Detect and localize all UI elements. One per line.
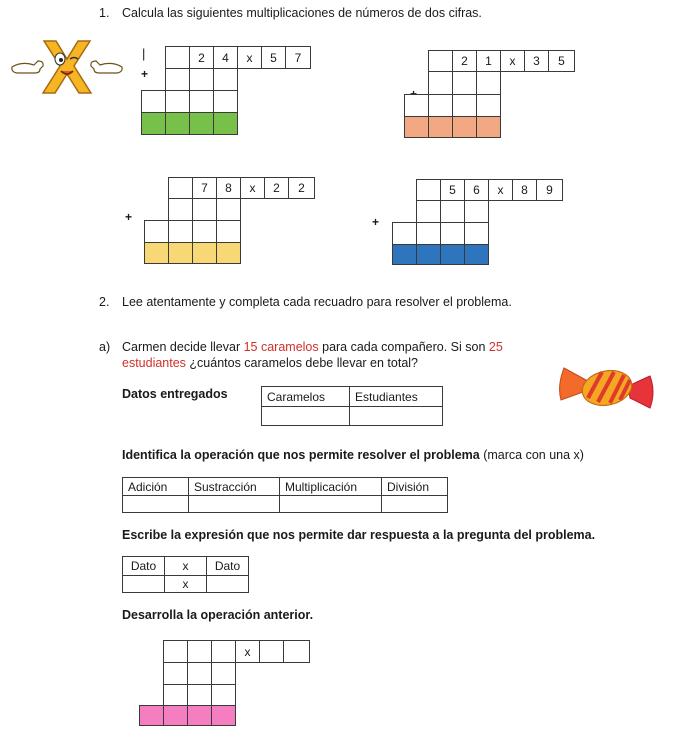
result-cell[interactable] bbox=[216, 242, 241, 264]
datos-input-estudiantes[interactable] bbox=[350, 407, 443, 426]
expresion-header-dato-2: Dato bbox=[207, 557, 249, 576]
answer-cell[interactable] bbox=[283, 640, 310, 663]
answer-cell[interactable] bbox=[452, 71, 477, 95]
digit-cell: 8 bbox=[512, 179, 537, 201]
option-adicion: Adición bbox=[123, 478, 189, 496]
digit-cell: 5 bbox=[261, 46, 286, 69]
option-multiplicacion: Multiplicación bbox=[280, 478, 382, 496]
answer-cell[interactable] bbox=[464, 222, 489, 245]
datos-header-estudiantes: Estudiantes bbox=[350, 387, 443, 407]
answer-cell[interactable] bbox=[163, 640, 188, 663]
result-cell[interactable] bbox=[187, 705, 212, 726]
digit-cell: 9 bbox=[536, 179, 563, 201]
answer-cell[interactable] bbox=[144, 220, 169, 243]
result-cell[interactable] bbox=[452, 116, 477, 138]
answer-cell[interactable] bbox=[440, 222, 465, 245]
expresion-row-times: x bbox=[165, 576, 207, 593]
answer-cell[interactable] bbox=[416, 179, 441, 201]
plus-sign: + bbox=[372, 215, 380, 229]
mark-division[interactable] bbox=[382, 496, 448, 513]
digit-cell: 5 bbox=[548, 50, 575, 72]
result-cell[interactable] bbox=[213, 112, 238, 135]
result-cell[interactable] bbox=[416, 244, 441, 265]
expresion-header-times: x bbox=[165, 557, 207, 576]
desarrolla-prompt: Desarrolla la operación anterior. bbox=[122, 608, 314, 622]
answer-cell[interactable] bbox=[428, 94, 453, 117]
result-cell[interactable] bbox=[440, 244, 465, 265]
result-cell[interactable] bbox=[192, 242, 217, 264]
times-cell: x bbox=[235, 640, 260, 663]
answer-cell[interactable] bbox=[192, 220, 217, 243]
mark-sustraccion[interactable] bbox=[189, 496, 280, 513]
digit-cell: 7 bbox=[192, 177, 217, 199]
result-cell[interactable] bbox=[464, 244, 489, 265]
answer-cell[interactable] bbox=[165, 46, 190, 69]
result-cell[interactable] bbox=[168, 242, 193, 264]
answer-cell[interactable] bbox=[165, 90, 190, 113]
answer-cell[interactable] bbox=[213, 90, 238, 113]
answer-cell[interactable] bbox=[189, 68, 214, 91]
problem-statement-line-2: estudiantes ¿cuántos caramelos debe llevar en total? bbox=[122, 356, 419, 370]
answer-cell[interactable] bbox=[404, 94, 429, 117]
digit-cell: 3 bbox=[524, 50, 549, 72]
result-cell[interactable] bbox=[141, 112, 166, 135]
expresion-prompt: Escribe la expresión que nos permite dar respuesta a la pregunta del problema. bbox=[122, 528, 596, 542]
plus-sign: + bbox=[125, 210, 133, 224]
result-cell[interactable] bbox=[165, 112, 190, 135]
times-cell: x bbox=[500, 50, 525, 72]
option-sustraccion: Sustracción bbox=[189, 478, 280, 496]
answer-cell[interactable] bbox=[163, 662, 188, 685]
result-cell[interactable] bbox=[163, 705, 188, 726]
datos-table bbox=[261, 386, 443, 426]
answer-cell[interactable] bbox=[168, 177, 193, 199]
result-cell[interactable] bbox=[211, 705, 236, 726]
section-2-instruction: Lee atentamente y completa cada recuadro para resolver el problema. bbox=[122, 295, 512, 309]
cursor-mark: | bbox=[142, 46, 146, 61]
datos-label: Datos entregados bbox=[122, 387, 228, 401]
digit-cell: 6 bbox=[464, 179, 489, 201]
answer-cell[interactable] bbox=[189, 90, 214, 113]
expresion-header-dato-1: Dato bbox=[123, 557, 165, 576]
section-2-number: 2. bbox=[99, 295, 110, 309]
section-1-instruction: Calcula las siguientes multiplicaciones de números de dos cifras. bbox=[122, 6, 482, 20]
answer-cell[interactable] bbox=[428, 71, 453, 95]
answer-cell[interactable] bbox=[165, 68, 190, 91]
result-cell[interactable] bbox=[189, 112, 214, 135]
answer-cell[interactable] bbox=[168, 198, 193, 221]
option-division: División bbox=[382, 478, 448, 496]
answer-cell[interactable] bbox=[141, 90, 166, 113]
digit-cell: 8 bbox=[216, 177, 241, 199]
answer-cell[interactable] bbox=[163, 684, 188, 706]
mark-multiplicacion[interactable] bbox=[280, 496, 382, 513]
digit-cell: 4 bbox=[213, 46, 238, 69]
digit-cell: 2 bbox=[288, 177, 315, 199]
answer-cell[interactable] bbox=[216, 198, 241, 221]
answer-cell[interactable] bbox=[187, 640, 212, 663]
answer-cell[interactable] bbox=[211, 640, 236, 663]
result-cell[interactable] bbox=[392, 244, 417, 265]
problem-letter: a) bbox=[99, 340, 111, 354]
times-cell: x bbox=[240, 177, 265, 199]
answer-cell[interactable] bbox=[187, 684, 212, 706]
section-1-number: 1. bbox=[99, 6, 110, 20]
operacion-prompt: Identifica la operación que nos permite resolver el problema (marca con una x) bbox=[122, 448, 584, 462]
times-cell: x bbox=[237, 46, 262, 69]
candy-icon bbox=[556, 360, 658, 414]
result-cell[interactable] bbox=[139, 705, 164, 726]
datos-input-caramelos[interactable] bbox=[262, 407, 350, 426]
answer-cell[interactable] bbox=[192, 198, 217, 221]
answer-cell[interactable] bbox=[428, 50, 453, 72]
answer-cell[interactable] bbox=[416, 200, 441, 223]
expresion-table bbox=[122, 556, 249, 593]
multiplication-mascot-icon bbox=[8, 37, 126, 97]
expresion-input-dato-2[interactable] bbox=[207, 576, 249, 593]
operacion-table bbox=[122, 477, 448, 513]
answer-cell[interactable] bbox=[476, 71, 501, 95]
answer-cell[interactable] bbox=[216, 220, 241, 243]
digit-cell: 5 bbox=[440, 179, 465, 201]
answer-cell[interactable] bbox=[168, 220, 193, 243]
answer-cell[interactable] bbox=[440, 200, 465, 223]
result-cell[interactable] bbox=[476, 116, 501, 138]
result-cell[interactable] bbox=[404, 116, 429, 138]
expresion-input-dato-1[interactable] bbox=[123, 576, 165, 593]
answer-cell[interactable] bbox=[416, 222, 441, 245]
problem-statement-line-1: Carmen decide llevar 15 caramelos para cada compañero. Si son 25 bbox=[122, 340, 503, 354]
digit-cell: 7 bbox=[285, 46, 311, 69]
digit-cell: 2 bbox=[189, 46, 214, 69]
answer-cell[interactable] bbox=[259, 640, 284, 663]
answer-cell[interactable] bbox=[464, 200, 489, 223]
mark-adicion[interactable] bbox=[123, 496, 189, 513]
answer-cell[interactable] bbox=[213, 68, 238, 91]
result-cell[interactable] bbox=[144, 242, 169, 264]
digit-cell: 2 bbox=[452, 50, 477, 72]
datos-header-caramelos: Caramelos bbox=[262, 387, 350, 407]
answer-cell[interactable] bbox=[211, 662, 236, 685]
answer-cell[interactable] bbox=[187, 662, 212, 685]
digit-cell: 1 bbox=[476, 50, 501, 72]
digit-cell: 2 bbox=[264, 177, 289, 199]
answer-cell[interactable] bbox=[211, 684, 236, 706]
times-cell: x bbox=[488, 179, 513, 201]
plus-sign: + bbox=[141, 67, 149, 81]
answer-cell[interactable] bbox=[476, 94, 501, 117]
result-cell[interactable] bbox=[428, 116, 453, 138]
answer-cell[interactable] bbox=[392, 222, 417, 245]
answer-cell[interactable] bbox=[452, 94, 477, 117]
